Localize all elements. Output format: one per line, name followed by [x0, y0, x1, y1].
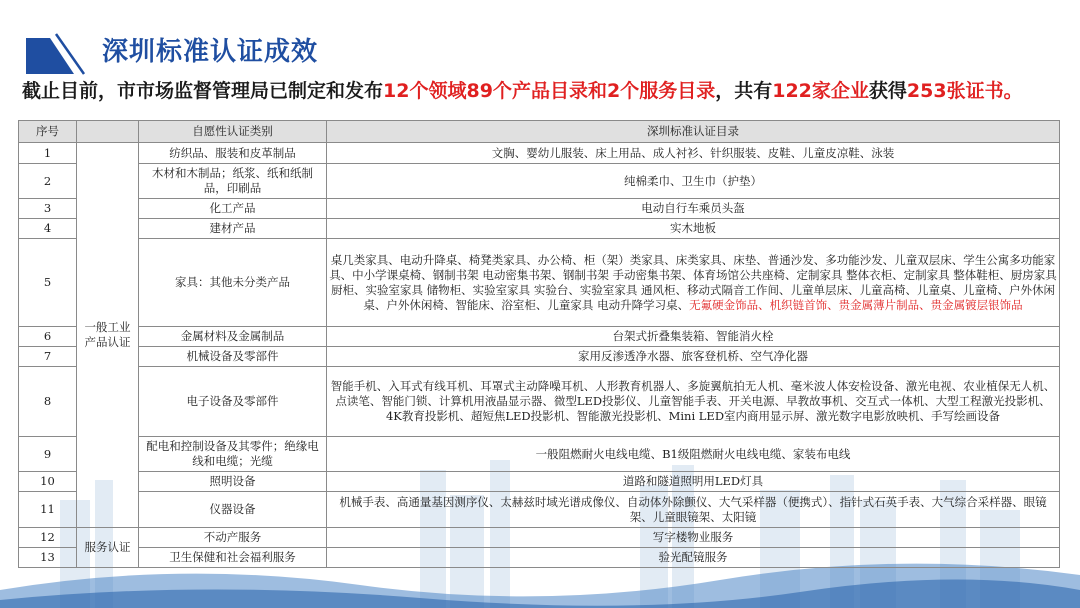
table-row	[19, 528, 1060, 548]
page-title: 深圳标准认证成效	[102, 37, 319, 67]
row-category: 仪器设备	[139, 492, 327, 528]
table-row	[19, 219, 1060, 239]
table-row	[19, 472, 1060, 492]
header-category: 自愿性认证类别	[139, 121, 327, 143]
row-category: 机械设备及零部件	[139, 347, 327, 367]
row-category: 木材和木制品；纸浆、纸和纸制品，印刷品	[139, 164, 327, 199]
row-list: 智能手机、入耳式有线耳机、耳罩式主动降噪耳机、人形教育机器人、多旋翼航拍无人机、毫米波人体安检设备、激光电视、农业植保无人机、点读笔、智能门锁、计算机用液晶显示器、微型LED投影仪、儿童智能手表、开关电源、早教故事机、交互式一体机、大型工程激光投影机、4K教育投影机、超短焦LED投影机、智能激光投影机、Mini LED室内商用显示屏、激光数字电影放映机、手写绘画设备	[327, 367, 1060, 437]
row-list: 机械手表、高通量基因测序仪、太赫兹时域光谱成像仪、自动体外除颤仪、大气采样器（便携式）、指针式石英手表、大气综合采样器、眼镜架、儿童眼镜架、太阳镜	[327, 492, 1060, 528]
row-list: 文胸、婴幼儿服装、床上用品、成人衬衫、针织服装、皮鞋、儿童皮凉鞋、泳装	[327, 143, 1060, 164]
table-row	[19, 492, 1060, 528]
row-category: 化工产品	[139, 199, 327, 219]
row-list: 道路和隧道照明用LED灯具	[327, 472, 1060, 492]
row-list: 实木地板	[327, 219, 1060, 239]
certification-table	[18, 120, 1060, 568]
title-logo-icon	[26, 32, 88, 76]
summary-domain-count: 12个	[383, 80, 429, 102]
row-category: 电子设备及零部件	[139, 367, 327, 437]
table-row	[19, 239, 1060, 327]
table-row	[19, 437, 1060, 472]
row-category: 家具：其他未分类产品	[139, 239, 327, 327]
row-list-highlight: 无氟硬金饰品、机织链首饰、贵金属薄片制品、贵金属镀层银饰品	[689, 297, 1023, 312]
header-list: 深圳标准认证目录	[327, 121, 1060, 143]
summary-text-2: 领域	[428, 80, 467, 102]
row-list: 台架式折叠集装箱、智能消火栓	[327, 327, 1060, 347]
summary-text-1: 截止目前，市市场监督管理局已制定和发布	[22, 80, 384, 102]
row-no: 6	[19, 327, 77, 347]
row-no: 1	[19, 143, 77, 164]
summary-text-4: 服务目录	[639, 80, 716, 102]
row-category: 照明设备	[139, 472, 327, 492]
row-no: 2	[19, 164, 77, 199]
table-row	[19, 164, 1060, 199]
row-no: 12	[19, 528, 77, 548]
row-category: 金属材料及金属制品	[139, 327, 327, 347]
summary-enterprise-count: 122家	[772, 80, 831, 102]
table-header-row	[19, 121, 1060, 143]
row-category: 配电和控制设备及其零件；绝缘电线和电缆；光缆	[139, 437, 327, 472]
row-list: 一般阻燃耐火电线电缆、B1级阻燃耐火电线电缆、家装布电线	[327, 437, 1060, 472]
row-category: 纺织品、服装和皮革制品	[139, 143, 327, 164]
row-category: 卫生保健和社会福利服务	[139, 548, 327, 568]
header-no: 序号	[19, 121, 77, 143]
header-group	[77, 121, 139, 143]
row-list-text: 桌几类家具、电动升降桌、椅凳类家具、办公椅、柜（架）类家具、床类家具、床垫、普通沙发、多功能沙发、儿童双层床、学生公寓多功能家具、中小学课桌椅、钢制书架 电动密集书架、钢制书架 手动密集书架、体育场馆公共座椅、定制家具 整体衣柜、定制家具 整体鞋柜、厨房家具 厨柜、实验室家具 储物柜、实验室家具 实验台、实验室家具 通风柜、移动式隔音工作间、儿童单层床、儿童高椅、儿童桌、儿童椅、户外休闲桌、户外休闲椅、智能床、浴室柜、儿童家具 电动升降学习桌、	[329, 252, 1057, 312]
row-category: 不动产服务	[139, 528, 327, 548]
row-no: 3	[19, 199, 77, 219]
row-list	[327, 239, 1060, 327]
row-no: 9	[19, 437, 77, 472]
table-row	[19, 199, 1060, 219]
summary-text-7: 获得	[868, 80, 907, 102]
summary-product-count: 89个	[466, 80, 512, 102]
row-no: 7	[19, 347, 77, 367]
summary-line	[22, 78, 1023, 104]
group-service: 服务认证	[77, 528, 139, 568]
group-industrial: 一般工业产品认证	[77, 143, 139, 528]
row-list: 写字楼物业服务	[327, 528, 1060, 548]
row-no: 10	[19, 472, 77, 492]
row-no: 11	[19, 492, 77, 528]
table-row	[19, 367, 1060, 437]
row-list: 纯棉柔巾、卫生巾（护垫）	[327, 164, 1060, 199]
row-no: 8	[19, 367, 77, 437]
row-list: 验光配镜服务	[327, 548, 1060, 568]
summary-certificate-count: 253张证书。	[906, 80, 1023, 102]
summary-text-5: ，共有	[715, 80, 773, 102]
table-row	[19, 327, 1060, 347]
summary-text-3: 产品目录和	[511, 80, 607, 102]
row-no: 5	[19, 239, 77, 327]
table-row	[19, 548, 1060, 568]
row-no: 4	[19, 219, 77, 239]
summary-text-6: 企业	[830, 80, 869, 102]
row-list: 电动自行车乘员头盔	[327, 199, 1060, 219]
row-list: 家用反渗透净水器、旅客登机桥、空气净化器	[327, 347, 1060, 367]
table-row	[19, 143, 1060, 164]
row-no: 13	[19, 548, 77, 568]
table-row	[19, 347, 1060, 367]
row-category: 建材产品	[139, 219, 327, 239]
summary-service-count: 2个	[606, 80, 640, 102]
